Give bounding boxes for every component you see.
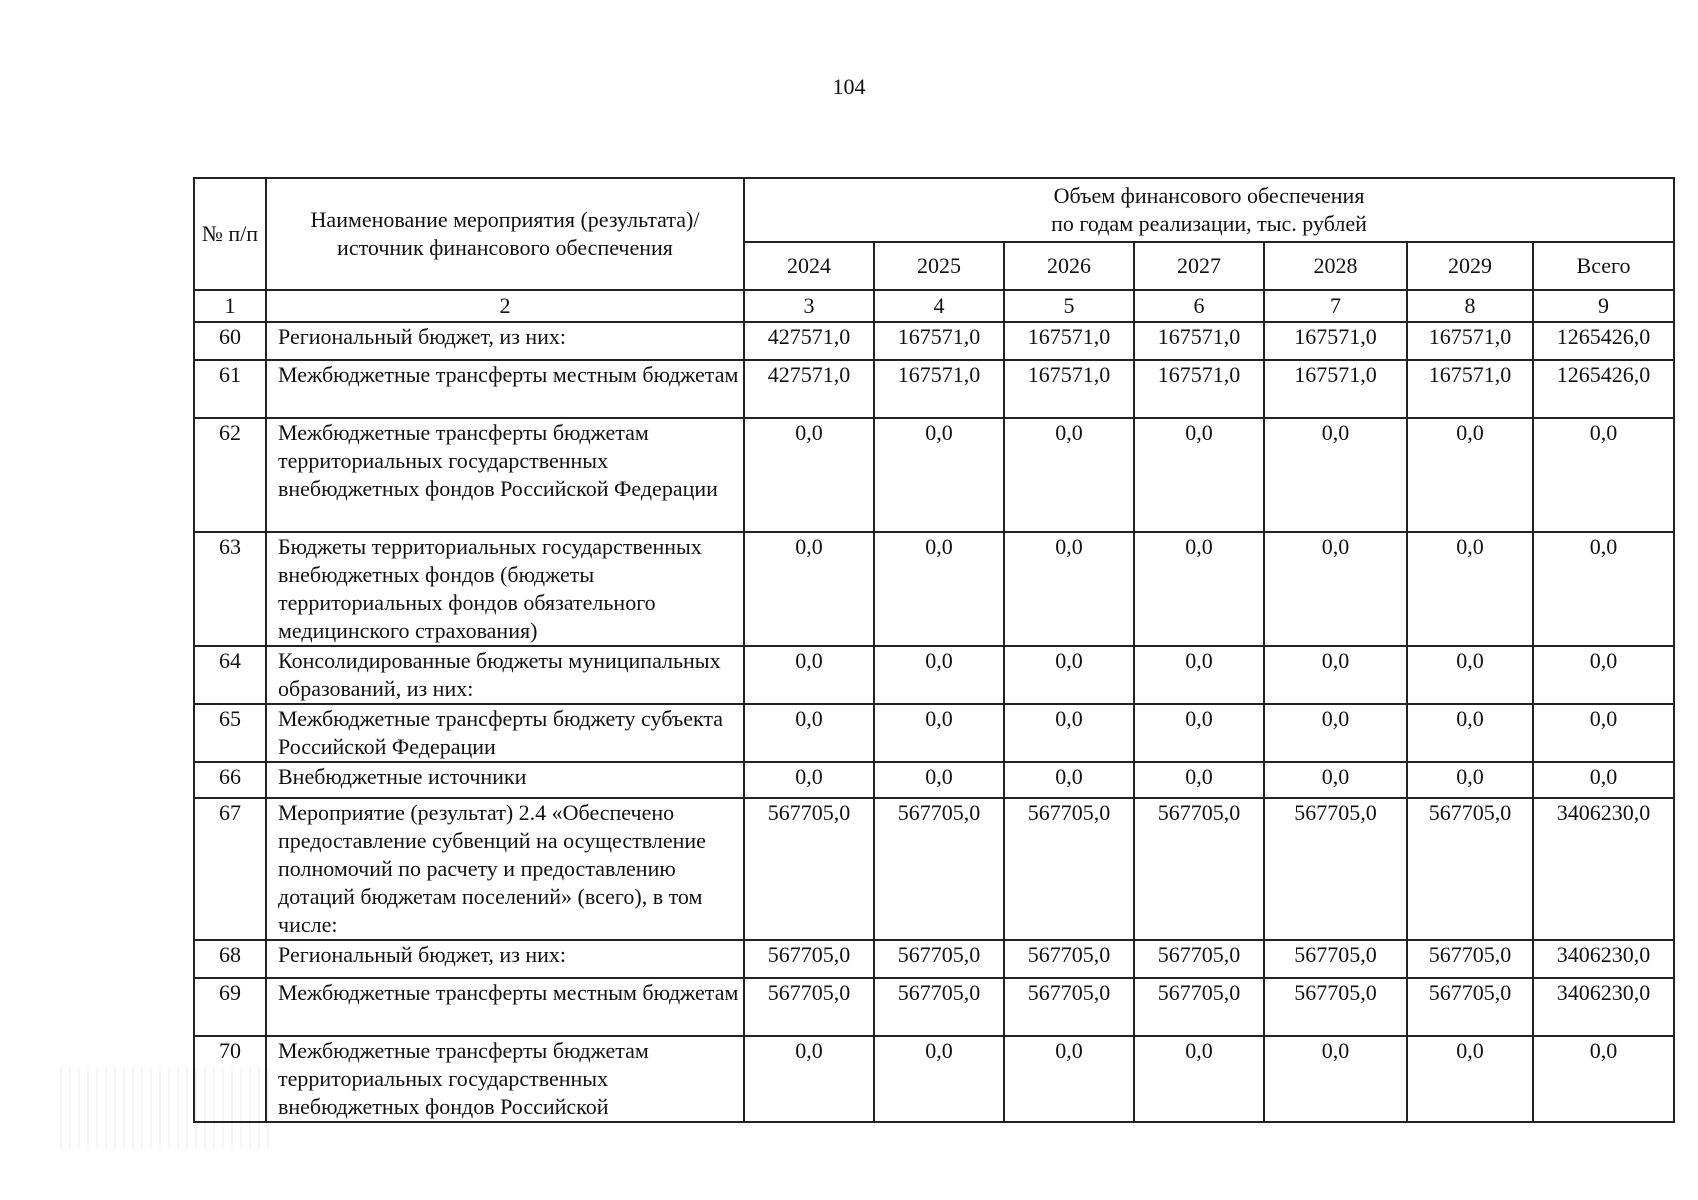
value-2025: 0,0 [874, 532, 1004, 646]
row-number: 65 [194, 704, 266, 762]
table-row [194, 418, 1674, 532]
value-2027: 0,0 [1134, 704, 1264, 762]
value-2024: 567705,0 [744, 798, 874, 940]
row-name: Региональный бюджет, из них: [266, 322, 744, 360]
value-total: 1265426,0 [1533, 360, 1674, 418]
value-2027: 567705,0 [1134, 940, 1264, 978]
value-2027: 167571,0 [1134, 322, 1264, 360]
year-header: 2029 [1407, 242, 1533, 290]
row-name: Бюджеты территориальных государственных внебюджетных фондов (бюджеты территориальных фондов обязательного медицинского страхования) [266, 532, 744, 646]
row-name: Мероприятие (результат) 2.4 «Обеспечено предоставление субвенций на осуществление полномочий по расчету и предоставлению дотаций бюджетам поселений» (всего), в том числе: [266, 798, 744, 940]
value-total: 0,0 [1533, 704, 1674, 762]
value-total: 3406230,0 [1533, 798, 1674, 940]
row-number: 61 [194, 360, 266, 418]
value-2028: 0,0 [1264, 1036, 1407, 1122]
value-2029: 0,0 [1407, 418, 1533, 532]
column-number: 2 [266, 290, 744, 322]
row-number: 60 [194, 322, 266, 360]
value-2027: 0,0 [1134, 646, 1264, 704]
column-number: 7 [1264, 290, 1407, 322]
value-2029: 567705,0 [1407, 940, 1533, 978]
table-row [194, 1036, 1674, 1122]
value-2026: 0,0 [1004, 1036, 1134, 1122]
row-name: Межбюджетные трансферты местным бюджетам [266, 360, 744, 418]
financing-table-container [193, 177, 1673, 1123]
value-2029: 0,0 [1407, 646, 1533, 704]
row-number: 67 [194, 798, 266, 940]
table-row [194, 646, 1674, 704]
value-2025: 567705,0 [874, 940, 1004, 978]
value-total: 1265426,0 [1533, 322, 1674, 360]
value-2027: 0,0 [1134, 532, 1264, 646]
value-2025: 0,0 [874, 704, 1004, 762]
table-row [194, 798, 1674, 940]
name-header: Наименование мероприятия (результата)/ источник финансового обеспечения [266, 178, 744, 290]
value-2024: 0,0 [744, 646, 874, 704]
value-2029: 567705,0 [1407, 798, 1533, 940]
value-2026: 567705,0 [1004, 798, 1134, 940]
scan-artifact [60, 1068, 270, 1148]
financing-group-header-line1: Объем финансового обеспечения [1053, 183, 1365, 208]
value-2024: 0,0 [744, 704, 874, 762]
year-header: 2024 [744, 242, 874, 290]
row-number: 62 [194, 418, 266, 532]
value-2028: 0,0 [1264, 418, 1407, 532]
value-2026: 0,0 [1004, 762, 1134, 798]
value-2024: 0,0 [744, 532, 874, 646]
row-number: 70 [194, 1036, 266, 1122]
value-2029: 0,0 [1407, 762, 1533, 798]
value-2029: 167571,0 [1407, 360, 1533, 418]
value-2029: 567705,0 [1407, 978, 1533, 1036]
value-2025: 167571,0 [874, 322, 1004, 360]
value-total: 0,0 [1533, 418, 1674, 532]
table-header [194, 178, 1674, 322]
column-number: 5 [1004, 290, 1134, 322]
table-row [194, 762, 1674, 798]
value-2029: 0,0 [1407, 704, 1533, 762]
value-2028: 0,0 [1264, 532, 1407, 646]
value-2025: 567705,0 [874, 798, 1004, 940]
value-2026: 167571,0 [1004, 360, 1134, 418]
financing-group-header-line2: по годам реализации, тыс. рублей [1051, 211, 1367, 236]
table-row [194, 322, 1674, 360]
value-total: 0,0 [1533, 1036, 1674, 1122]
year-header: 2028 [1264, 242, 1407, 290]
value-total: 0,0 [1533, 532, 1674, 646]
value-2026: 0,0 [1004, 704, 1134, 762]
num-header: № п/п [194, 178, 266, 290]
page-number: 104 [832, 74, 866, 99]
row-number: 66 [194, 762, 266, 798]
column-number: 1 [194, 290, 266, 322]
value-2026: 567705,0 [1004, 978, 1134, 1036]
value-2028: 0,0 [1264, 646, 1407, 704]
value-2025: 167571,0 [874, 360, 1004, 418]
value-2026: 567705,0 [1004, 940, 1134, 978]
value-2024: 427571,0 [744, 322, 874, 360]
value-2028: 167571,0 [1264, 322, 1407, 360]
value-2029: 0,0 [1407, 1036, 1533, 1122]
value-total: 3406230,0 [1533, 940, 1674, 978]
financing-table [193, 177, 1675, 1123]
value-2024: 567705,0 [744, 978, 874, 1036]
value-2028: 167571,0 [1264, 360, 1407, 418]
value-2027: 567705,0 [1134, 798, 1264, 940]
value-total: 3406230,0 [1533, 978, 1674, 1036]
column-number: 4 [874, 290, 1004, 322]
column-number: 3 [744, 290, 874, 322]
value-2025: 0,0 [874, 646, 1004, 704]
value-2024: 0,0 [744, 418, 874, 532]
row-name: Межбюджетные трансферты бюджетам территориальных государственных внебюджетных фондов Российской Федерации [266, 418, 744, 532]
row-number: 68 [194, 940, 266, 978]
value-total: 0,0 [1533, 762, 1674, 798]
table-row [194, 978, 1674, 1036]
row-name: Региональный бюджет, из них: [266, 940, 744, 978]
financing-group-header [744, 178, 1674, 242]
value-2027: 167571,0 [1134, 360, 1264, 418]
row-name: Межбюджетные трансферты бюджетам территориальных государственных внебюджетных фондов Российской [266, 1036, 744, 1122]
column-number: 6 [1134, 290, 1264, 322]
table-row [194, 704, 1674, 762]
value-2027: 0,0 [1134, 762, 1264, 798]
value-2027: 567705,0 [1134, 978, 1264, 1036]
row-number: 63 [194, 532, 266, 646]
value-2028: 0,0 [1264, 762, 1407, 798]
value-2024: 0,0 [744, 1036, 874, 1122]
value-2024: 0,0 [744, 762, 874, 798]
table-row [194, 532, 1674, 646]
total-header: Всего [1533, 242, 1674, 290]
year-header: 2025 [874, 242, 1004, 290]
value-2028: 567705,0 [1264, 940, 1407, 978]
row-name: Межбюджетные трансферты бюджету субъекта Российской Федерации [266, 704, 744, 762]
column-number: 8 [1407, 290, 1533, 322]
value-2025: 567705,0 [874, 978, 1004, 1036]
row-name: Консолидированные бюджеты муниципальных образований, из них: [266, 646, 744, 704]
value-total: 0,0 [1533, 646, 1674, 704]
value-2026: 0,0 [1004, 418, 1134, 532]
row-number: 64 [194, 646, 266, 704]
year-header: 2026 [1004, 242, 1134, 290]
value-2026: 0,0 [1004, 532, 1134, 646]
value-2026: 0,0 [1004, 646, 1134, 704]
row-number: 69 [194, 978, 266, 1036]
row-name: Внебюджетные источники [266, 762, 744, 798]
table-body [194, 322, 1674, 1122]
value-2029: 0,0 [1407, 532, 1533, 646]
value-2024: 427571,0 [744, 360, 874, 418]
column-number: 9 [1533, 290, 1674, 322]
value-2028: 567705,0 [1264, 798, 1407, 940]
value-2026: 167571,0 [1004, 322, 1134, 360]
value-2028: 567705,0 [1264, 978, 1407, 1036]
table-row [194, 940, 1674, 978]
value-2029: 167571,0 [1407, 322, 1533, 360]
row-name: Межбюджетные трансферты местным бюджетам [266, 978, 744, 1036]
value-2025: 0,0 [874, 418, 1004, 532]
table-row [194, 360, 1674, 418]
value-2027: 0,0 [1134, 1036, 1264, 1122]
value-2025: 0,0 [874, 1036, 1004, 1122]
column-number-row [194, 290, 1674, 322]
value-2028: 0,0 [1264, 704, 1407, 762]
value-2024: 567705,0 [744, 940, 874, 978]
value-2025: 0,0 [874, 762, 1004, 798]
value-2027: 0,0 [1134, 418, 1264, 532]
year-header: 2027 [1134, 242, 1264, 290]
